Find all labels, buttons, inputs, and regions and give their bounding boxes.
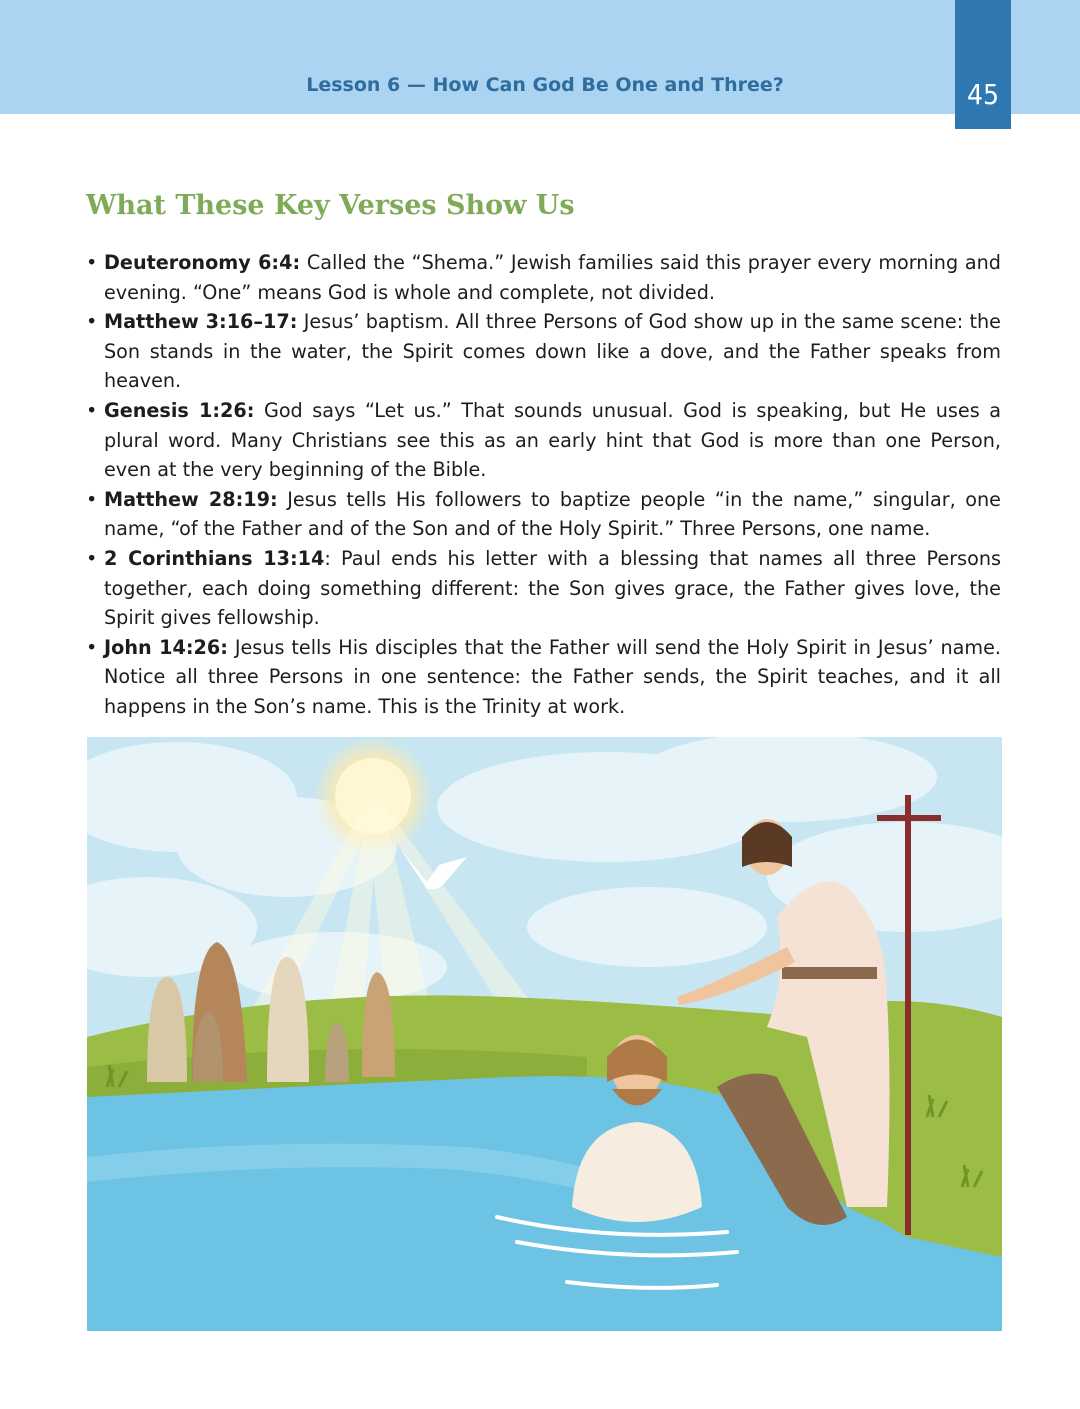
running-title: Lesson 6 — How Can God Be One and Three? [306, 74, 784, 96]
verse-item-matthew-3-16 [86, 307, 1001, 396]
verse-explanation: God says “Let us.” That sounds unusual. God is speaking, but He uses a plural word. Many Christians see this as an early hint that God is more than one Person, even at the very beginning of the Bible. [104, 398, 1001, 482]
verse-reference: Genesis 1:26: [104, 398, 255, 422]
verse-explanation: : Paul ends his letter with a blessing that names all three Persons together, each doing something different: the Son gives grace, the Father gives love, the Spirit gives fellowship. [104, 546, 1002, 630]
verse-item-2-corinthians-13-14 [86, 544, 1001, 633]
verse-item-john-14-26 [86, 633, 1001, 722]
section-heading: What These Key Verses Show Us [86, 190, 575, 221]
verse-explanation: Jesus tells His disciples that the Father will send the Holy Spirit in Jesus’ name. Notice all three Persons in one sentence: the Father sends, the Spirit teaches, and it all happens in the Son’s name. This is the Trinity at work. [104, 635, 1002, 718]
page-number-tab [955, 0, 1011, 129]
verse-reference: 2 Corinthians 13:14 [104, 546, 325, 570]
verse-reference: Deuteronomy 6:4: [104, 251, 301, 274]
header-band [0, 0, 1080, 114]
baptism-scene [87, 737, 1002, 1331]
baptism-illustration [87, 737, 1002, 1331]
verse-item-matthew-28-19 [86, 485, 1001, 544]
page-number: 45 [966, 78, 1000, 111]
verse-item-deuteronomy-6-4 [86, 248, 1001, 307]
verse-reference: Matthew 3:16–17: [104, 310, 298, 334]
verse-reference: Matthew 28:19: [104, 487, 278, 511]
verse-item-genesis-1-26 [86, 396, 1001, 485]
verse-explanation: Jesus tells His followers to baptize people “in the name,” singular, one name, “of the Father and of the Son and of the Holy Spirit.” Three Persons, one name. [104, 487, 1001, 541]
verse-reference: John 14:26: [104, 635, 228, 659]
key-verses-list [86, 248, 1001, 722]
verse-explanation: Jesus’ baptism. All three Persons of God show up in the same scene: the Son stands in the water, the Spirit comes down like a dove, and the Father speaks from heaven. [104, 310, 1001, 393]
verse-explanation: Called the “Shema.” Jewish families said this prayer every morning and evening. “One” means God is whole and complete, not divided. [104, 251, 1001, 304]
